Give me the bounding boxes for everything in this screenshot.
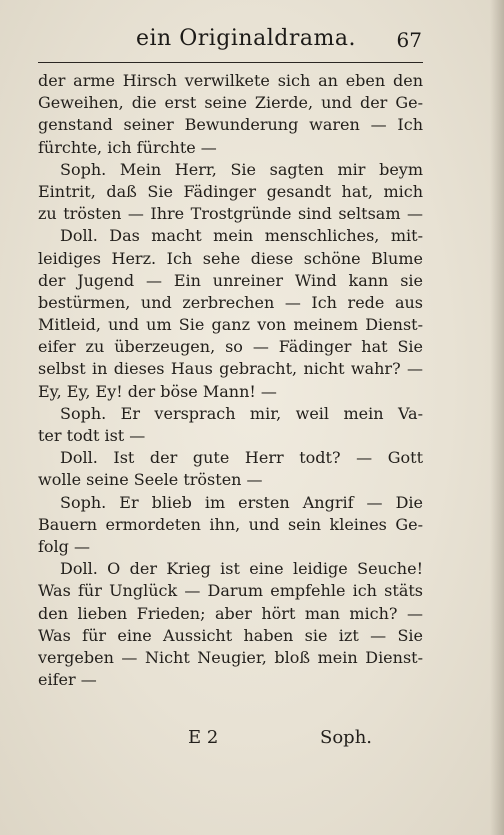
- text-line: Soph. Er blieb im ersten Angrif — Die: [60, 492, 423, 512]
- text-line: bestürmen, und zerbrechen — Ich rede aus: [38, 292, 423, 312]
- text-line: leidiges Herz. Ich sehe diese schöne Blume: [38, 248, 423, 268]
- body-text: [38, 70, 423, 691]
- text-line: der arme Hirsch verwilkete sich an eben den: [38, 71, 423, 90]
- text-line: genstand seiner Bewunderung waren — Ich: [38, 115, 423, 135]
- text-line: Doll. Ist der gute Herr todt? — Gott: [60, 448, 423, 468]
- page-footer: [38, 727, 423, 757]
- text-line: Mitleid, und um Sie ganz von meinem Dienst-: [38, 315, 423, 335]
- signature-mark: E 2: [188, 727, 219, 748]
- text-line: den lieben Frieden; aber hört man mich? —: [38, 603, 423, 623]
- text-line: selbst in dieses Haus gebracht, nicht wahr? —: [38, 359, 423, 379]
- text-line: ter todt ist —: [38, 426, 146, 445]
- text-line: Doll. Das macht mein menschliches, mit-: [60, 226, 423, 246]
- text-line: eifer —: [38, 670, 97, 690]
- text-line: fürchte, ich fürchte —: [38, 137, 217, 157]
- catchword: Soph.: [320, 727, 373, 748]
- text-line: Geweihen, die erst seine Zierde, und der Ge-: [38, 93, 423, 113]
- text-line: Ey, Ey, Ey! der böse Mann! —: [38, 381, 277, 401]
- text-line: zu trösten — Ihre Trostgründe sind seltsam —: [38, 204, 423, 224]
- text-line: folg —: [38, 536, 90, 556]
- text-line: eifer zu überzeugen, so — Fädinger hat Sie: [38, 337, 423, 357]
- text-line: Was für eine Aussicht haben sie izt — Sie: [38, 625, 423, 645]
- text-line: wolle seine Seele trösten —: [38, 470, 263, 490]
- text-line: der Jugend — Ein unreiner Wind kann sie: [38, 270, 423, 290]
- page-number: 67: [396, 28, 422, 52]
- text-line: Was für Unglück — Darum empfehle ich stäts: [38, 581, 423, 601]
- text-line: Doll. O der Krieg ist eine leidige Seuche!: [60, 559, 423, 579]
- running-title: ein Originaldrama.: [136, 26, 356, 51]
- text-line: Soph. Er versprach mir, weil mein Va-: [60, 403, 423, 423]
- page-header: [40, 26, 420, 60]
- text-line: vergeben — Nicht Neugier, bloß mein Dienst-: [38, 647, 423, 667]
- text-line: Bauern ermordeten ihn, und sein kleines Ge-: [38, 514, 423, 534]
- header-rule: [38, 62, 423, 63]
- text-line: Eintrit, daß Sie Fädinger gesandt hat, mich: [38, 181, 423, 201]
- text-line: Soph. Mein Herr, Sie sagten mir beym: [60, 159, 423, 179]
